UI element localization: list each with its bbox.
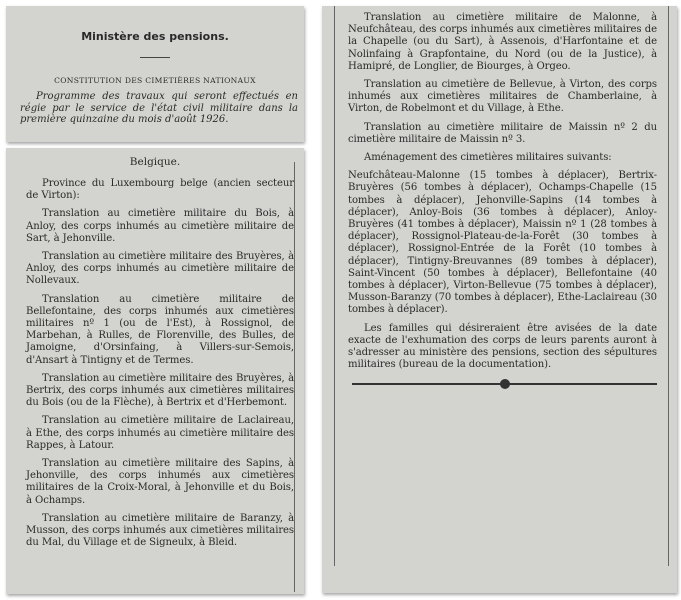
paragraph: Translation au cimetière militaire des Sapins, à Jehonville, des corps inhumés aux cimetières militaires de la Croix-Moral, à Jehonville et du Bois, à Ochamps. bbox=[26, 458, 294, 506]
column-rule bbox=[294, 162, 295, 592]
belgique-column bbox=[6, 178, 304, 549]
paragraph: Translation au cimetière militaire du Bois, à Anloy, des corps inhumés au cimetière militaire de Sart, à Jehonville. bbox=[26, 208, 294, 244]
ministry-title: Ministère des pensions. bbox=[81, 30, 229, 43]
paragraph: Translation au cimetière militaire de Bellefontaine, des corps inhumés aux cimetières militaires nº 1 (ou de l'Est), à Rossignol, de Marbehan, à Rulles, de Florenville, des Bulles, de Jamoigne, d'Orsinfaing, à Villers-sur-Semois, d'Ansart à Tintigny et de Termes. bbox=[26, 293, 294, 366]
end-rule-ornament bbox=[500, 379, 510, 389]
constitution-heading: CONSTITUTION DES CIMETIÈRES NATIONAUX bbox=[54, 76, 256, 85]
paragraph: Translation au cimetière militaire des Bruyères, à Anloy, des corps inhumés au cimetière militaire de Nollevaux. bbox=[26, 251, 294, 287]
paragraph: Translation au cimetière militaire de Baranzy, à Musson, des corps inhumés aux cimetières militaires du Mal, du Village et de Signeulx, à Bleid. bbox=[26, 512, 294, 549]
belgique-clipping bbox=[6, 148, 304, 594]
column-rule-left bbox=[334, 6, 335, 566]
paragraph: Les familles qui désireraient être avisées de la date exacte de l'exhumation des corps de leurs parents auront à s'adresser au ministère des pensions, section des sépultures militaires (bureau de la documentation). bbox=[348, 322, 657, 371]
paragraph: Province du Luxembourg belge (ancien secteur de Virton): bbox=[26, 178, 294, 202]
paragraph: Translation au cimetière militaire de Malonne, à Neufchâteau, des corps inhumés aux cimetières militaires de la Chapelle (ou du Sart), à Assenois, d'Harfontaine et de Nolinfaing à Grapfontaine, du Nord (ou de la Justice), à Hamipré, de Longlier, de Biourges, à Orgeo. bbox=[348, 12, 657, 72]
paragraph: Translation au cimetière militaire des Bruyères, à Bertrix, des corps inhumés aux cimetières militaires du Bois (ou de la Flèche), à Bertrix et d'Herbemont. bbox=[26, 372, 294, 409]
programme-text: Programme des travaux qui seront effectués en régie par le service de l'état civil militaire dans la première quinzaine du mois d'août 1926. bbox=[20, 91, 298, 125]
right-column bbox=[322, 6, 677, 371]
end-rule bbox=[352, 379, 657, 389]
right-clipping bbox=[322, 6, 677, 593]
paragraph: Translation au cimetière de Bellevue, à Virton, des corps inhumés aux cimetières militaires de Chamberlaine, à Virton, de Robelmont et du Village, à Ethe. bbox=[348, 79, 657, 115]
column-rule-right bbox=[668, 6, 669, 566]
header-clipping bbox=[6, 6, 304, 142]
paragraph: Translation au cimetière militaire de Laclaireau, à Ethe, des corps inhumés au cimetière militaire des Rappes, à Latour. bbox=[26, 415, 294, 451]
title-rule bbox=[140, 57, 170, 58]
paragraph: Translation au cimetière militaire de Maissin nº 2 du cimetière militaire de Maissin nº 3. bbox=[348, 121, 657, 145]
section-title: Belgique. bbox=[129, 156, 181, 168]
paragraph: Neufchâteau-Malonne (15 tombes à déplacer), Bertrix-Bruyères (56 tombes à déplacer), Ochamps-Chapelle (15 tombes à déplacer), Jehonville-Sapins (14 tombes à déplacer), Anloy-Bois (36 tombes à déplacer), Anloy-Bruyères (41 tombes à déplacer), Maissin nº 1 (28 tombes à déplacer), Rossignol-Plateau-de-la-Forêt (30 tombes à déplacer), Rossignol-Entrée de la Forêt (10 tombes à déplacer), Tintigny-Breuvannes (89 tombes à déplacer), Saint-Vincent (50 tombes à déplacer), Bellefontaine (40 tombes à déplacer), Virton-Bellevue (75 tombes à déplacer), Musson-Baranzy (70 tombes à déplacer), Ethe-Laclaireau (30 tombes à déplacer). bbox=[348, 170, 657, 316]
paragraph: Aménagement des cimetières militaires suivants: bbox=[364, 152, 612, 164]
